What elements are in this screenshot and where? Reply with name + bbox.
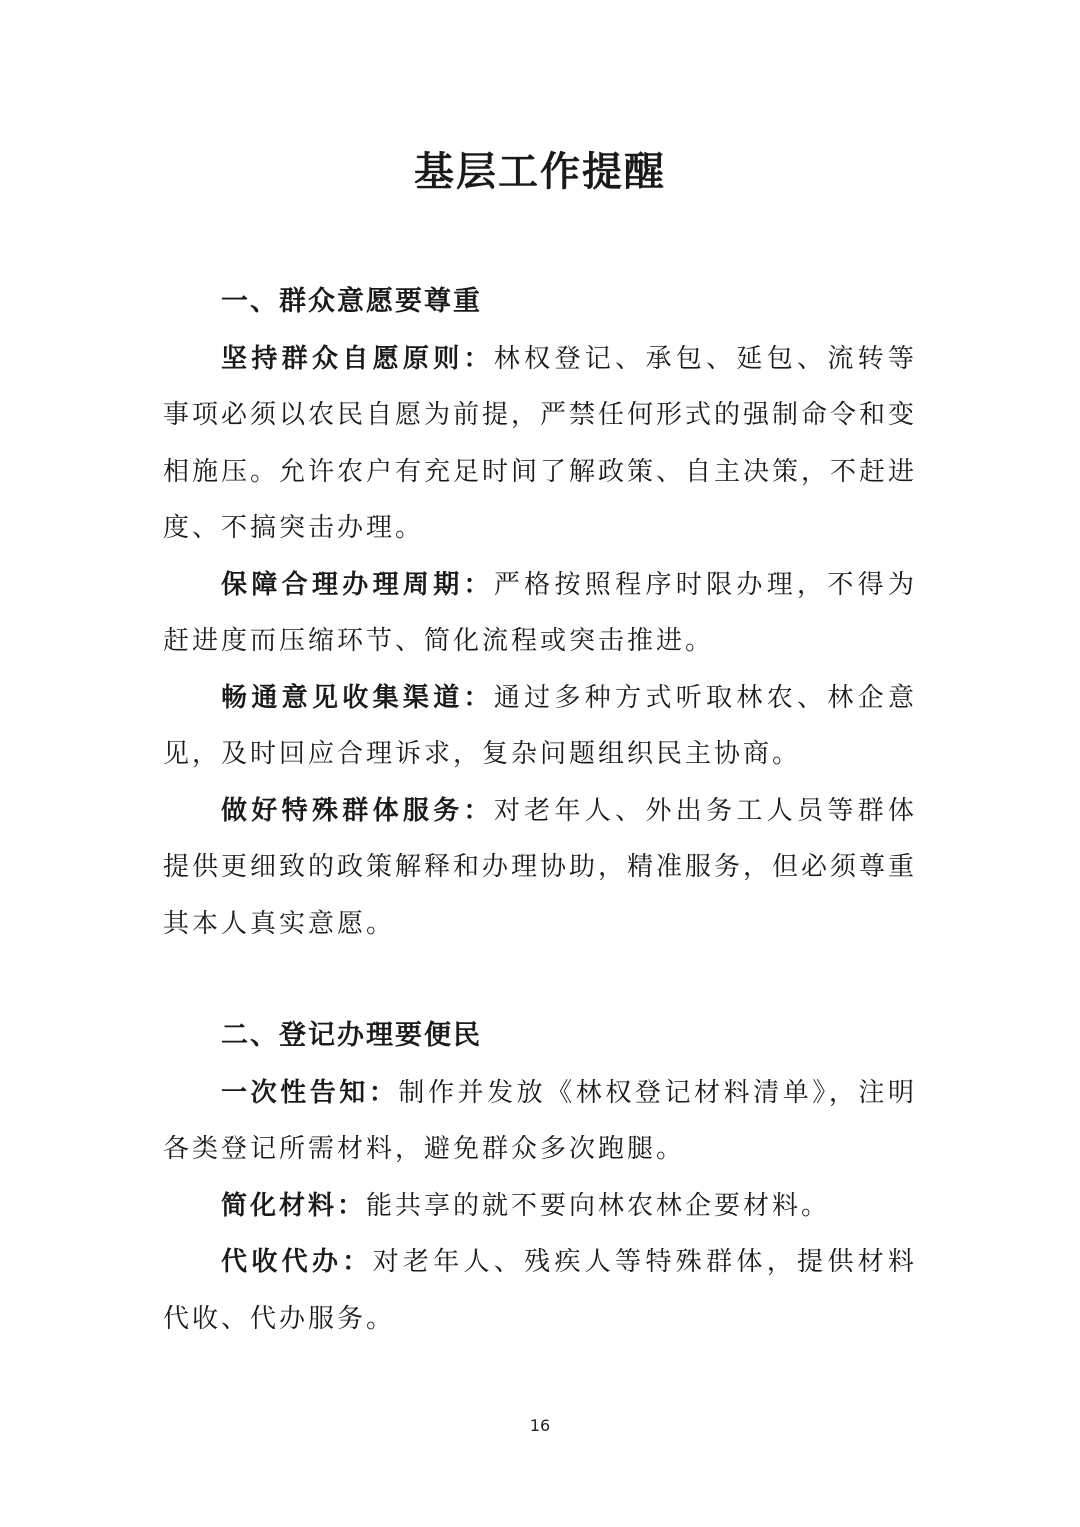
paragraph-lead: 坚持群众自愿原则： — [221, 343, 494, 374]
paragraph-lead: 做好特殊群体服务： — [221, 795, 494, 826]
paragraph — [163, 1234, 917, 1347]
document-body — [163, 274, 917, 1347]
paragraph-text: 通过多种方式听取林农、林企意见，及时回应合理诉求，复杂问题组织民主协商。 — [163, 682, 917, 769]
paragraph-text: 能共享的就不要向林农林企要材料。 — [366, 1190, 831, 1221]
paragraph-lead: 畅通意见收集渠道： — [221, 682, 494, 713]
page-title: 基层工作提醒 — [414, 148, 666, 195]
paragraph — [163, 1178, 917, 1235]
paragraph-text: 对老年人、外出务工人员等群体提供更细致的政策解释和办理协助，精准服务，但必须尊重其本人真实意愿。 — [163, 795, 918, 939]
paragraph-text: 严格按照程序时限办理，不得为赶进度而压缩环节、简化流程或突击推进。 — [163, 569, 917, 656]
paragraph — [163, 1065, 917, 1178]
paragraph — [163, 557, 917, 670]
paragraph-lead: 代收代办： — [221, 1247, 373, 1277]
section-heading: 一、群众意愿要尊重 — [221, 286, 482, 317]
paragraph — [163, 670, 917, 783]
paragraph-lead: 一次性告知： — [221, 1077, 399, 1108]
paragraph-text: 制作并发放《林权登记材料清单》，注明各类登记所需材料，避免群众多次跑腿。 — [163, 1077, 917, 1164]
page-number: 16 — [529, 1416, 551, 1435]
paragraph-lead: 保障合理办理周期： — [221, 569, 494, 600]
paragraph-lead: 简化材料： — [221, 1190, 367, 1221]
paragraph — [163, 331, 917, 557]
section-spacer — [163, 952, 917, 1008]
paragraph — [163, 783, 917, 953]
section-heading: 二、登记办理要便民 — [221, 1020, 482, 1051]
paragraph-text: 林权登记、承包、延包、流转等事项必须以农民自愿为前提，严禁任何形式的强制命令和变相施压。允许农户有充足时间了解政策、自主决策，不赶进度、不搞突击办理。 — [163, 343, 918, 543]
paragraph-text: 对老年人、残疾人等特殊群体，提供材料代收、代办服务。 — [163, 1247, 917, 1334]
